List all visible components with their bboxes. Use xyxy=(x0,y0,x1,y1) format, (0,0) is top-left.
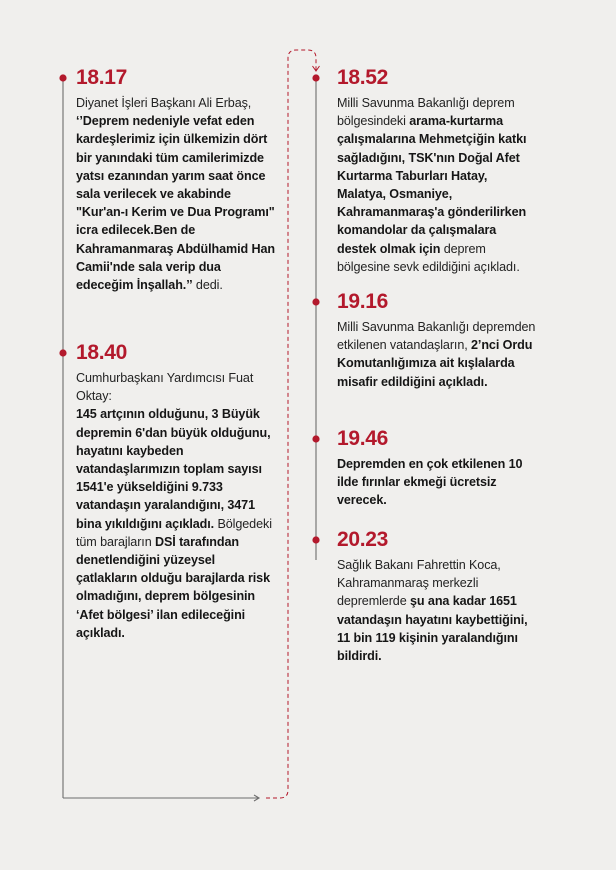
timeline-dot xyxy=(59,349,66,356)
entry-time: 19.16 xyxy=(337,290,389,313)
entry-time: 20.23 xyxy=(337,528,389,551)
timeline-entry xyxy=(337,290,537,391)
timeline-entry xyxy=(337,66,537,276)
timeline-entry xyxy=(337,528,537,665)
timeline-dot xyxy=(312,536,319,543)
entry-text: Milli Savunma Bakanlığı deprem bölgesindeki arama-kurtarma çalışmalarına Mehmetçiğin katkı sağladığını, TSK'nın Doğal Afet Kurtarma Taburları Hatay, Malatya, Osmaniye, Kahramanmaraş'a gönderilirken komandolar da çalışmalara destek olmak için deprem bölgesine sevk edildiğini açıkladı. xyxy=(337,96,527,274)
entry-time: 18.40 xyxy=(76,341,128,364)
entry-time: 18.52 xyxy=(337,66,389,89)
timeline-entry xyxy=(337,427,537,510)
entry-text: Diyanet İşleri Başkanı Ali Erbaş, ‘’Deprem nedeniyle vefat eden kardeşlerimiz için ülkemizin dört bir yanındaki tüm camilerimizde yatsı ezanından yarım saat önce sala verilecek ve akabinde "Kur'an-ı Kerim ve Dua Programı" icra edilecek.Ben de Kahramanmaraş Abdülhamid Han Camii'nde sala verip dua edeceğim İnşallah.’’ dedi. xyxy=(76,96,275,293)
entry-text: Milli Savunma Bakanlığı depremden etkilenen vatandaşların, 2’nci Ordu Komutanlığımıza ait kışlalarda misafir edildiğini açıkladı. xyxy=(337,320,536,389)
timeline-dot xyxy=(312,74,319,81)
entry-time: 19.46 xyxy=(337,427,389,450)
entry-text: Depremden en çok etkilenen 10 ilde fırınlar ekmeği ücretsiz verecek. xyxy=(337,457,523,508)
timeline-entry xyxy=(76,341,276,642)
timeline-dot xyxy=(312,298,319,305)
timeline-dot xyxy=(59,74,66,81)
timeline-dot xyxy=(312,435,319,442)
entry-text: Sağlık Bakanı Fahrettin Koca, Kahramanmaraş merkezli depremlerde şu ana kadar 1651 vatandaşın hayatını kaybettiğini, 11 bin 119 kişinin yaralandığını bildirdi. xyxy=(337,558,528,664)
timeline-entry xyxy=(76,66,276,294)
entry-text: Cumhurbaşkanı Yardımcısı Fuat Oktay: 145 artçının olduğunu, 3 Büyük depremin 6'dan büyük olduğunu, hayatını kaybeden vatandaşlarımızın toplam sayısı 1541'e yükseldiğini 9.733 vatandaşın yaralandığını, 3471 bina yıkıldığını açıkladı. Bölgedeki tüm barajların DSİ tarafından denetlendiğini yüzeysel çatlakların olduğu barajlarda risk olmadığını, deprem bölgesinin ‘Afet bölgesi’ ilan edileceğini açıkladı. xyxy=(76,371,272,640)
entry-time: 18.17 xyxy=(76,66,128,89)
